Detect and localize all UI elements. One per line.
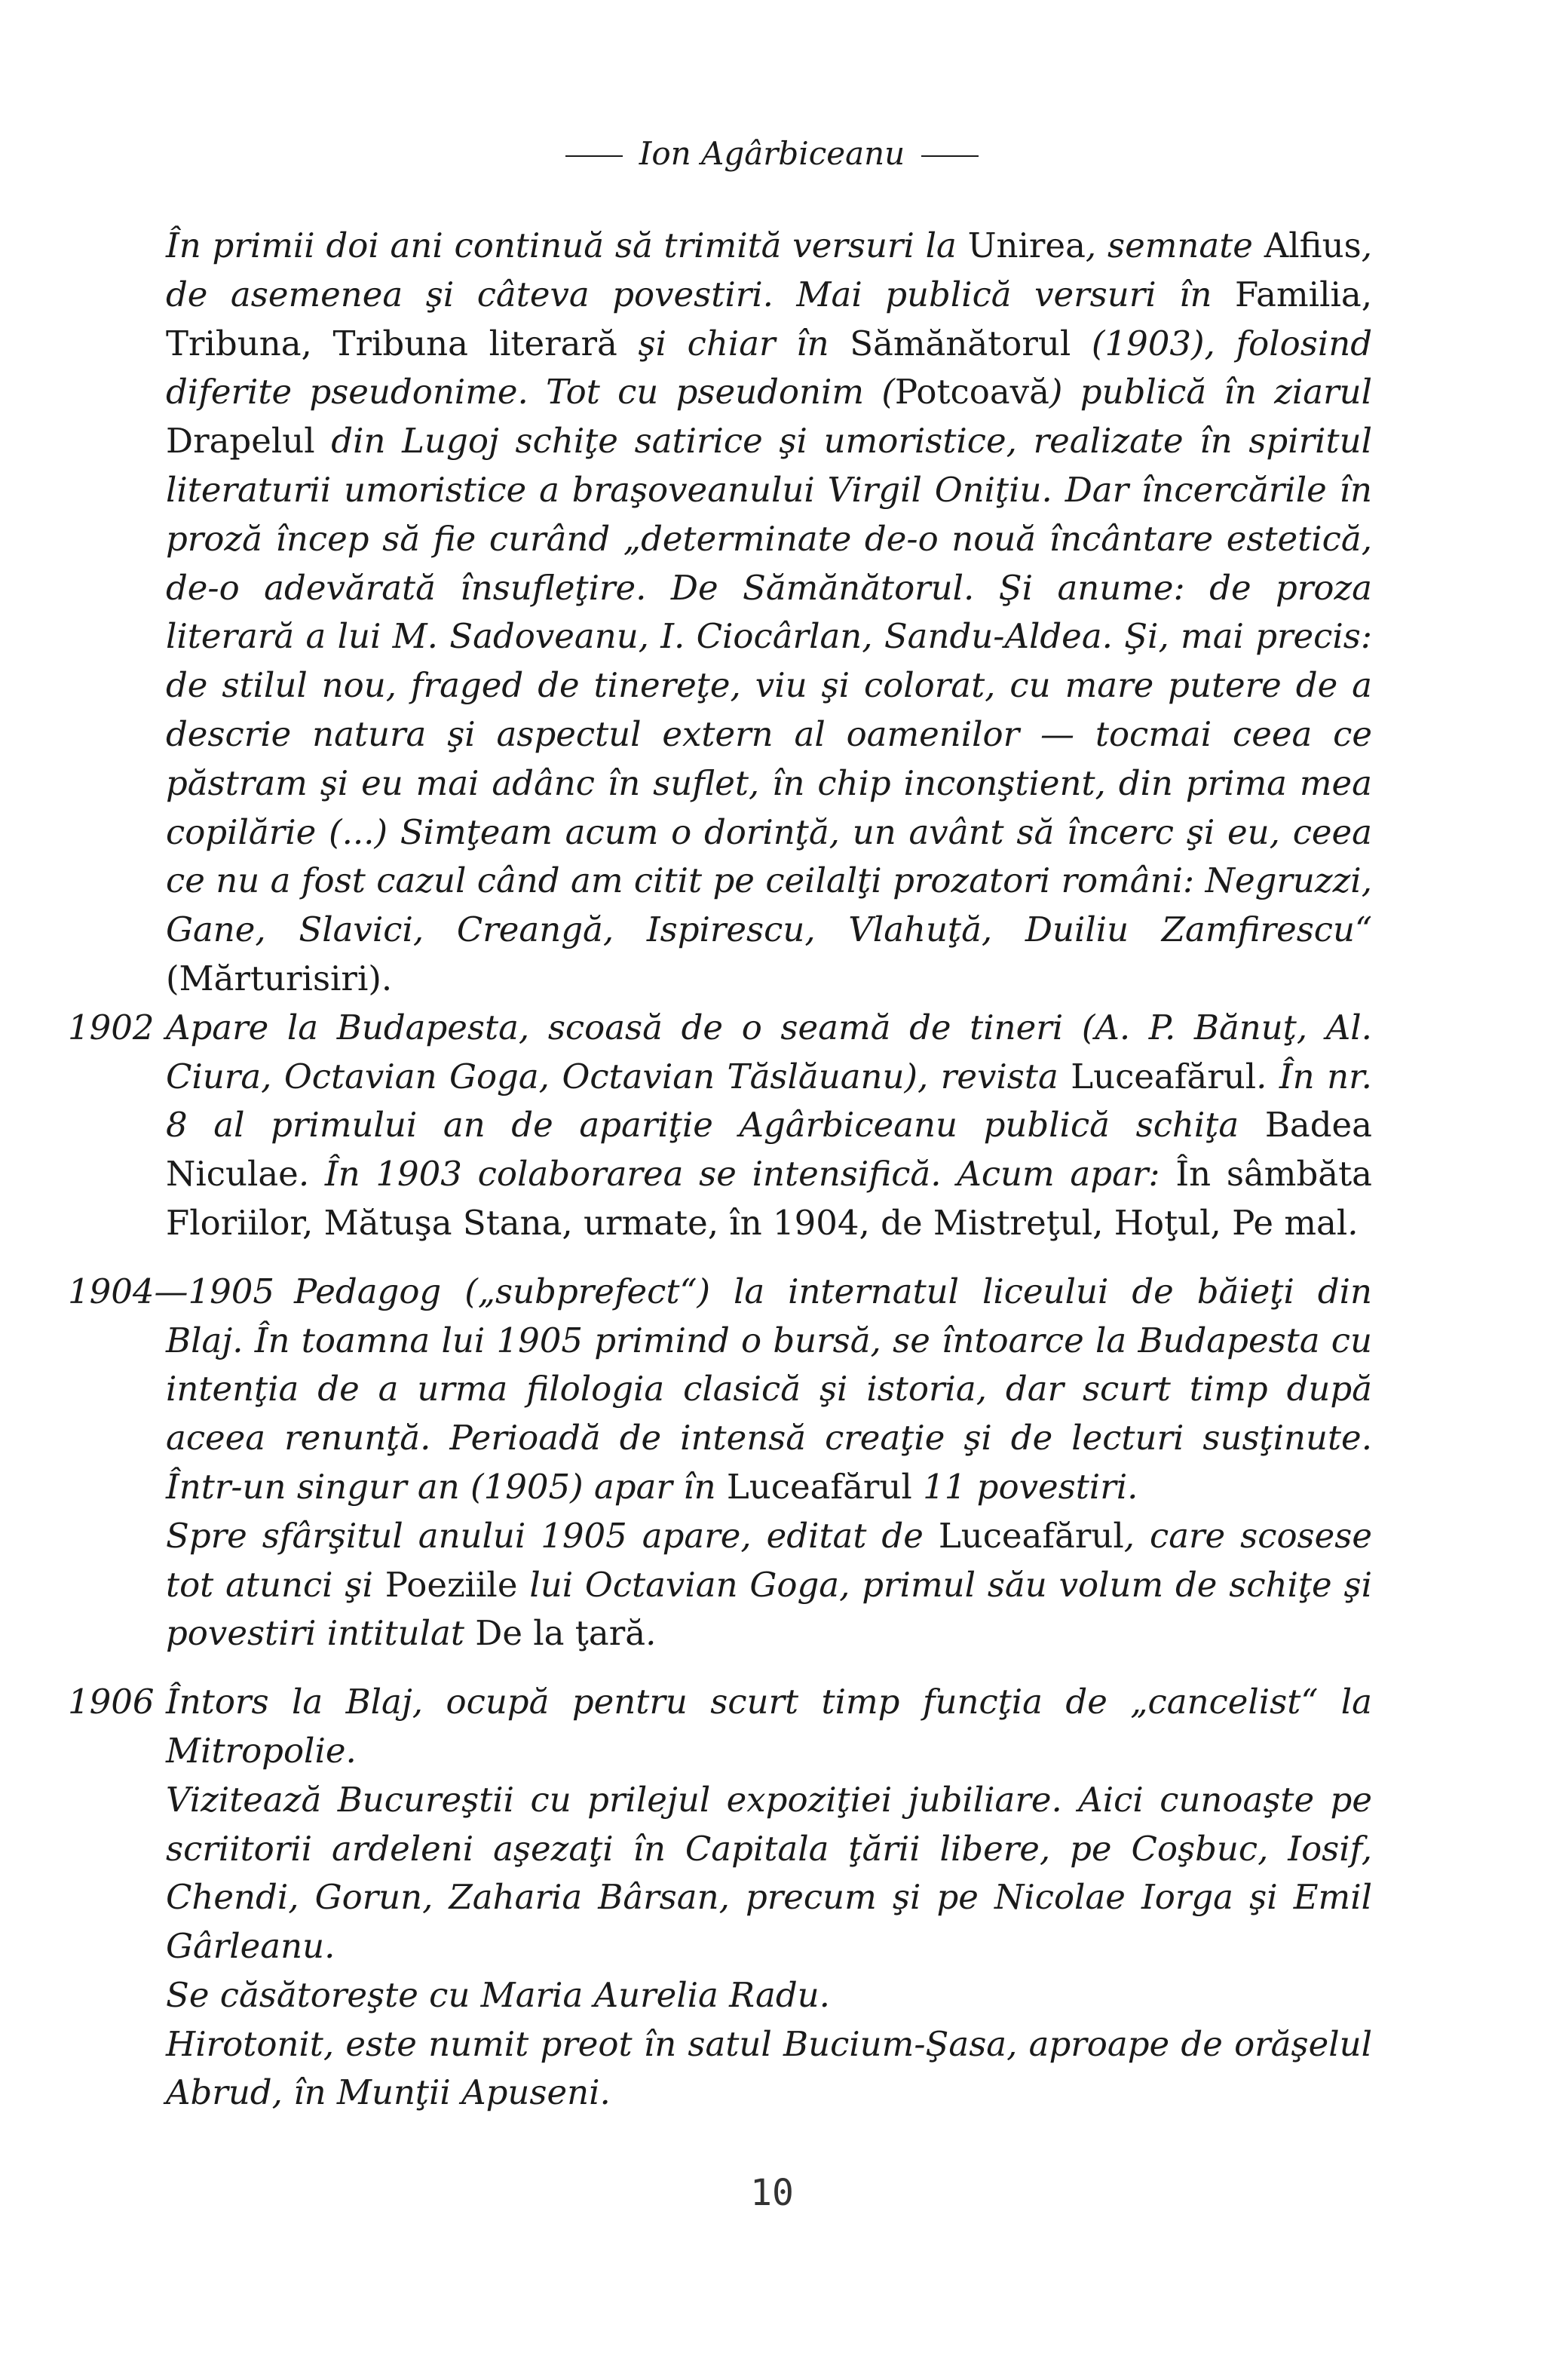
title-reference: Poeziile [384, 1564, 518, 1605]
text-run: În primii doi ani continuă să trimită versuri la [166, 225, 968, 265]
header-rule-right [921, 155, 979, 157]
title-reference: Drapelul [166, 421, 315, 462]
title-reference: Mistreţul, Hoţul, Pe mal [933, 1202, 1348, 1243]
header-title: Ion Agârbiceanu [639, 135, 905, 172]
text-run: . [1347, 1202, 1359, 1243]
title-reference: , urmate, în 1904, de [562, 1202, 933, 1243]
page-number: 10 [750, 2172, 794, 2214]
entry-year: 1906 [68, 1682, 155, 1722]
running-header [0, 133, 1544, 175]
chronology-entry [68, 1678, 1372, 2118]
text-run: din Lugoj schiţe satirice şi umoristice, realizate în spiritul literaturii umoristice a braşoveanului Virgil Oniţiu. Dar încercările în proză încep să fie curând „determinate de-o nouă încântare estetică, de-o adevărată însufleţire. De Sămănătorul. Şi anume: de proza literară a lui M. Sadoveanu, I. Ciocârlan, Sandu-Aldea. Şi, mai precis: de stilul nou, fraged de tinereţe, viu şi colorat, cu mare putere de a descrie natura şi aspectul extern al oamenilor — tocmai ceea ce păstram şi eu mai adânc în suflet, în chip inconştient, din prima mea copilărie (...) Simţeam acum o dorinţă, un avânt să încerc şi eu, ceea ce nu a fost cazul când am citit pe ceilalţi prozatori români: Negruzzi, Gane, Slavici, Creangă, Ispirescu, Vlahuţă, Duiliu Zamfirescu“ [166, 421, 1372, 950]
text-run: . [645, 1613, 657, 1654]
title-reference: Sămănătorul [850, 323, 1071, 363]
entry-paragraph [166, 1268, 1372, 1512]
entry-paragraph [166, 1776, 1372, 1971]
text-run: . În nr. 8 al primului an de apariţie Agârbiceanu publică schiţa [166, 1056, 1372, 1146]
intro-paragraph [166, 222, 1372, 1004]
text-run: 11 povestiri. [911, 1466, 1138, 1507]
chronology-entry [68, 1004, 1372, 1248]
entry-paragraph [166, 1004, 1372, 1248]
title-reference: Luceafărul [726, 1466, 912, 1507]
title-reference: Luceafărul [938, 1515, 1124, 1556]
title-reference: În sâmbăta Floriilor, Mătuşa Stana [166, 1154, 1372, 1243]
text-run: şi chiar în [617, 323, 850, 363]
title-reference: De la ţară [475, 1613, 646, 1654]
text-run: Apare la Budapesta, scoasă de o seamă de tineri (A. P. Bănuţ, Al. Ciura, Octavian Goga, Octavian Tăslăuanu), revista [166, 1007, 1372, 1096]
text-run: , de asemenea şi câteva povestiri. Mai publică versuri în [166, 225, 1372, 314]
text-run: Vizitează Bucureştii cu prilejul expoziţiei jubiliare. Aici cunoaşte pe scriitorii ardeleni aşezaţi în Capitala ţării libere, pe Coşbuc, Iosif, Chendi, Gorun, Zaharia Bârsan, precum şi pe Nicolae Iorga şi Emil Gârleanu. [166, 1779, 1372, 1967]
text-run: Întors la Blaj, ocupă pentru scurt timp funcţia de „cancelist“ la Mitropolie. [166, 1682, 1372, 1771]
text-run: Spre sfârşitul anului 1905 apare, editat de [166, 1515, 939, 1556]
title-reference: (Mărturisiri). [166, 958, 393, 998]
text-run: ) publică în ziarul [1049, 372, 1372, 413]
chronology-entries [68, 1004, 1372, 2118]
entry-paragraph [166, 2020, 1372, 2118]
text-run: Pedagog („subprefect“) la internatul liceului de băieţi din Blaj. În toamna lui 1905 primind o bursă, se întoarce la Budapesta cu intenţia de a urma filologia clasică şi istoria, dar scurt timp după aceea renunţă. Perioadă de intensă creaţie şi de lecturi susţinute. Într-un singur an (1905) apar în [166, 1271, 1372, 1507]
text-run: Se căsătoreşte cu Maria Aurelia Radu. [166, 1974, 830, 2015]
text-run: lui Octavian Goga, primul său volum de schiţe şi povestiri intitulat [166, 1564, 1372, 1654]
text-run: , care scosese tot atunci şi [166, 1515, 1372, 1605]
text-run: . În 1903 colaborarea se intensifică. Acum apar: [298, 1154, 1176, 1195]
chronology-entry [68, 1268, 1372, 1658]
chronology-body [68, 222, 1372, 2118]
text-run: , semnate [1085, 225, 1264, 265]
title-reference: Unirea [967, 225, 1086, 265]
title-reference: Badea Niculae [166, 1105, 1372, 1195]
title-reference: Alfius [1264, 225, 1362, 265]
entry-year: 1902 [68, 1007, 155, 1047]
text-run: Hirotonit, este numit preot în satul Bucium-Şasa, aproape de orăşelul Abrud, în Munţii Apuseni. [166, 2023, 1372, 2113]
entry-paragraph [166, 1512, 1372, 1658]
entry-paragraph [166, 1971, 1372, 2020]
entry-paragraph [166, 1678, 1372, 1776]
text-run: (1903), folosind diferite pseudonime. Tot cu pseudonim ( [166, 323, 1372, 413]
entry-year: 1904—1905 [68, 1271, 275, 1311]
title-reference: Familia, Tribuna, Tribuna literară [166, 274, 1372, 363]
title-reference: Luceafărul [1071, 1056, 1257, 1096]
header-rule-left [565, 155, 623, 157]
title-reference: Potcoavă [894, 372, 1049, 413]
